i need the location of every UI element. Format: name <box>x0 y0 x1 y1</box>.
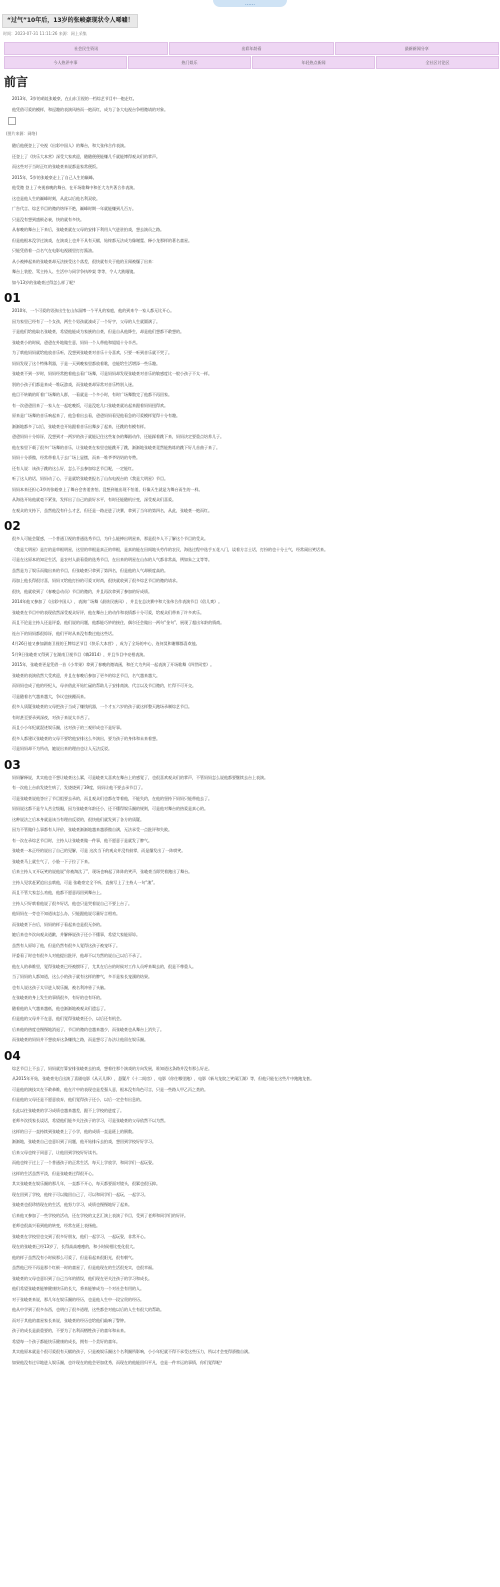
paragraph: 也有人说这孩子太早进入娱乐圈，被名利冲昏了头脑。 <box>12 984 108 990</box>
paragraph: 张峻豪不到一岁时，妈妈经常抱着他去看广场舞，可是妈妈却发现张峻豪对音乐的敏感度比一般小孩子不太一样。 <box>12 371 212 376</box>
paragraph: 从小被捧起来的张峻豪却无法接受这个落差，很快就有关于他的丑闻被爆了出来： <box>12 258 156 264</box>
section-body <box>4 1066 496 1366</box>
paragraph: 妈妈十分骄傲，经常带着儿子去广场上显摆，而来一堆爷爷奶奶的夸赞。 <box>12 455 140 460</box>
paragraph: 张峻豪小的时候，爸爸在外地做生意，妈妈一个人带他和姐姐十分辛苦。 <box>12 339 140 345</box>
paragraph: 评委看了时也有很多人对他提出批评，他却不以为然的说自己以后不录了。 <box>12 953 144 958</box>
paragraph: 2014年他又参加了《出彩中国人》，表演广场舞《最炫民族风》，并且在总决赛中和大张伟合作表演节目《倍儿爽》。 <box>12 599 223 604</box>
paragraph: 连台下的妈妈都很惊讶，他们平时从来没有教过他这些话。 <box>12 630 116 636</box>
paragraph: 如今13岁的张峻豪过得怎么样了呢？ <box>12 279 78 285</box>
section-heading: 01 <box>4 291 21 305</box>
paragraph: 而对于其他的童星家长来说，张峻豪的经历也给他们敲响了警钟。 <box>12 1317 128 1323</box>
paragraph: 现在的张峻豪已经13岁了，长得高高瘦瘦的，和小时候相比变化很大。 <box>12 1244 138 1249</box>
paragraph: 有一次爸爸回来了一家人在一起吃晚饭，可是没吃几口张峻豪就站起来跟着妈妈扭得欢。 <box>12 402 168 408</box>
nav-link[interactable]: 年轻热点新闻 <box>252 56 375 69</box>
article-body <box>0 73 500 1365</box>
paragraph: 在观众的支持下，虽然他没有什么才艺，但还是一路走进了决赛，拿到了当年的第四名，从此，张峻豪一炮而红。 <box>12 507 212 513</box>
paragraph: 老师多次找家长谈话，希望他们能多关注孩子的学习，可是张峻豪的父母依然不以为然。 <box>12 1118 168 1123</box>
paragraph: 舞台上装腔、骂主持人、生活中与同学争执吵架 等等，令人大跌眼镜。 <box>12 269 138 274</box>
paragraph: 主持人只好哄着他说了很多好话，他也只是哭着说自己不要上台了。 <box>12 900 132 906</box>
article-meta: 时间：2023-07-31 11:11:26 来源：网上采集 <box>3 31 87 36</box>
paragraph: 只是没有想到盛极必衰，快的就有多快。 <box>12 216 84 222</box>
paragraph: 他受邀 登上了央视春晚的舞台，在开场歌舞中和任大为共著合作表演。 <box>12 185 138 190</box>
section-heading: 03 <box>4 757 21 772</box>
paragraph: 从2015年开始，张峻豪先后出演了喜剧电影《从天儿降》，悬疑片《十二间房》，电影《你往哪里跑》，电影《新乌龙院之笑闹江湖》等，但他只能在这些片中跑跑龙套。 <box>12 1076 315 1081</box>
paragraph: 主持人见状赶紧追出去哄他，可是 张峻豪完全不听，直接写上了主持人一句“滚”。 <box>12 879 158 885</box>
paragraph: 为了哄他妈妈就给他放音乐听，没想到张峻豪对音乐十分喜欢，只要一听到音乐就不哭了。 <box>12 350 172 355</box>
nav-link[interactable]: 热门娱乐 <box>128 56 251 69</box>
paragraph: 在张峻豪的身上发生的事情很多，有好的也有坏的。 <box>12 995 104 1000</box>
section-heading: 04 <box>4 1048 21 1063</box>
paragraph: 《我是大明星》是打的是草根明星，这里的草根是真正的草根，是真的能在田间地头劳作的农民，海选过程中选手五花八门，谈着方言土话，打扮的也十分土气，经常闹出笑话来。 <box>12 546 328 552</box>
paragraph: 后来父母也终于同意了，让他回到学校好好读书。 <box>12 1149 100 1155</box>
paragraph: 他们希望张峻豪能够健康快乐的长大，将来能够成为一个对社会有用的人。 <box>12 1286 144 1291</box>
paragraph: 这样的日子一直持续到张峻豪上了小学，他的成绩一直是班上的倒数。 <box>12 1128 136 1134</box>
section-0 <box>4 143 496 285</box>
paragraph: 这也是他人生的巅峰时刻，从此以后他名利双收。 <box>12 195 100 201</box>
paragraph: 很多人都建议张峻豪的父母不要给他安排这么多演出，要为孩子的身体和未来着想。 <box>12 735 160 741</box>
paragraph: 当了妈妈的人都知道，这么小的孩子就有这样的脾气，多半是家长宠溺的结果。 <box>12 974 152 979</box>
paragraph: 从春晚的舞台上下来后，张峻豪就在父母的安排下利用人气进驻拍戏，想去演员之路。 <box>12 227 164 232</box>
paragraph: 可是张峻豪说他答应了节目组要去录的，而且观众们也都在等着他，不能失约，在他的坚持下妈妈只能带他去了。 <box>12 795 212 801</box>
site-logo[interactable] <box>213 0 287 7</box>
paragraph: 妈妈本来还担心3岁的张峻豪上了舞台会害羞害怕，没想到他出现不怕羞，好像天生就是为舞台而生的一样。 <box>12 486 203 492</box>
paragraph: 虽然他已经不再是那个红极一时的童星了，但是他现在的生活很充实，也很幸福。 <box>12 1265 156 1270</box>
section-body <box>4 308 496 513</box>
paragraph: 她后来也多次向观众道歉，并解释说孩子还小不懂事，希望大家能原谅。 <box>12 932 140 937</box>
section-heading: 02 <box>4 519 21 533</box>
paragraph: 虽然有人原谅了他，但是仍然有很多人觉得这孩子被宠坏了。 <box>12 942 120 948</box>
paragraph: 再加上他长得很讨喜，妈妈又给他打扮的可爱又时尚，很快就收到了很多综艺节目的邀约请求。 <box>12 578 180 583</box>
paragraph: 但是他的父母还是不愿意放弃，他们觉得孩子还小，以后一定会有出息的。 <box>12 1097 144 1102</box>
broken-image-icon <box>8 117 16 125</box>
paragraph: 如果他没有过早地进入娱乐圈，也许现在的他会更加优秀，而现在的他能回归平凡，也是一件幸运的事情，你们觉得呢？ <box>12 1359 224 1365</box>
paragraph: 很多人质疑张峻豪的父母把孩子当成了赚钱机器，一个才五六岁的孩子就这样整天跑场录制综艺节目。 <box>12 704 192 709</box>
paragraph: 他在人的恭维里，觉得张峻豪已经被惯坏了，尤其在后台的时候对工作人员呼来喝去的，很是不尊重人。 <box>12 963 196 969</box>
paragraph: 而妈妈也成了他的经纪人，母亲借此开始忙碌的帮助儿子安排商演、代言以及节目邀约，忙得不可开交。 <box>12 683 196 688</box>
paragraph: 希望每一个孩子都能快乐健康的成长，拥有一个美好的童年。 <box>12 1338 120 1344</box>
nav-link[interactable]: 最新新闻分享 <box>335 42 499 55</box>
paragraph: 这种说法之后本身就是该当有理由反驳的，很快他们就发到了各方的质疑。 <box>12 816 144 822</box>
paragraph: 妈妈解释说，其实他也不想让峻豪这么累，可是峻豪太喜欢在舞台上的感觉了，也很喜欢观众们的掌声，不管妈妈怎么说他都要继续去台上表演。 <box>12 774 268 780</box>
paragraph: 别的小孩子们都是来成一堆玩游戏，而张峻豪却异常对音乐特别入迷。 <box>12 381 136 387</box>
site-logo-text: …… <box>245 0 255 7</box>
paragraph: 2013年，3岁的萌娃张峻豪，在山东卫视的一档综艺节目中一炮走红。 <box>12 96 137 101</box>
paragraph: 他从中学到了很多东西，也明白了很多道理，这些都会对他以后的人生有很大的帮助。 <box>12 1307 164 1312</box>
paragraph: 这样的生活虽然平淡，但是张峻豪过得很开心。 <box>12 1170 96 1176</box>
article-title: 前言 <box>4 75 29 89</box>
nav-link[interactable]: 社会民生资讯 <box>4 42 168 55</box>
paragraph: 很多人可能会疑惑，一个普通卫视的普通选秀节目，为什么能捧出明星来，那是很多人不了解这个节目的受众。 <box>12 536 208 541</box>
paragraph: 原来是广场舞的音乐响起来了，他急着出去看，爸爸妈妈看见他看急的可爱模样觉得十分有趣。 <box>12 413 180 418</box>
paragraph: 但是他根本没学过演戏，在演戏上也并不具有天赋，始终都无法成为像谢霆、释小龙那样的著名童星。 <box>12 237 192 243</box>
paragraph: 张峻豪也很珍惜现在的生活，他努力学习，成绩也慢慢地好了起来。 <box>12 1202 132 1207</box>
paragraph: 长此以往张峻豪的学习成绩也越来越差，跟不上学校的进度了。 <box>12 1107 124 1113</box>
image-source-note: (图片来源：网络) <box>6 131 38 136</box>
paragraph: 后来他的热度也慢慢地消退了，节目的邀约也越来越少，而张峻豪也从舞台上消失了。 <box>12 1026 164 1032</box>
paragraph: 很快，他就收到了《春晚总动员》节目的邀约，并且再次拿到了参加的好成绩。 <box>12 588 152 594</box>
paragraph: 随后他便登上了央视《出彩中国人》的舞台，和大张伟合作表演。 <box>12 143 128 148</box>
paragraph: 他目不转睛的盯着广场舞的人群，一看就是一个多小时，有时广场舞散完了他都不再回家。 <box>12 392 172 397</box>
paragraph: 而且小小年纪就混迹娱乐圈，这对孩子的三观形成也不是好事。 <box>12 725 124 730</box>
paragraph: 而张峻豪下台后，妈妈的样子看起来也是很无奈的。 <box>12 921 104 927</box>
paragraph: 而张峻豪的妈妈并不想放弃这条赚钱之路，而是想尽了办法让他留在娱乐圈。 <box>12 1037 148 1042</box>
paragraph: 2010年，一个可爱的男孩出生在山东淄博一个平凡的家庭，他的到来令一家人都无比开心。 <box>12 308 175 313</box>
paragraph: 随着他的人气越来越低，他也渐渐地被观众们遗忘了。 <box>12 1005 108 1011</box>
paragraph: 还有人说：该孩子跳的这么好，怎么不去参加综艺节目呢，一定能红。 <box>12 465 136 471</box>
section-body <box>4 536 496 752</box>
paragraph: 只能凭借着一点名气在电影电视剧里打打酱油。 <box>12 248 96 253</box>
paragraph: 张峻豪一本正经的说出了自己的见解，可是 这次当下的观众并没有鼓掌，而是爆发出了一阵哄笑。 <box>12 848 186 853</box>
page-title: “过气”10年后，13岁的张峻豪现状令人唏嘘！ <box>2 14 138 28</box>
paragraph: 可是妈妈却不为所动，她说出来的理由也让人无法反驳。 <box>12 746 112 751</box>
paragraph: 于是他们给他取名张峻豪，希望他能成为家族的自豪，但是自从他降生，却是他们想都不敢想的。 <box>12 329 184 334</box>
nav-link[interactable]: 今人热评中事 <box>4 56 127 69</box>
nav-row-2 <box>4 56 500 69</box>
paragraph: 他妈妈在一旁也不知道该怎么办，只能跟他说尽量好言相劝。 <box>12 911 120 916</box>
paragraph: 张峻豪在学校里也交到了很多好朋友，他们一起学习，一起玩耍，非常开心。 <box>12 1233 148 1239</box>
paragraph: 而且不管大家怎么劝他，他都不愿意再回到舞台上。 <box>12 890 104 895</box>
paragraph: 广告代言、综艺节目的邀约络绎不绝，巅峰时期一年就能赚到几百万。 <box>12 206 136 211</box>
paragraph: 可是在这原本的知足生活，是农村人最看重的选秀节目，在出来的明星在山东的人气都非常高，例如朱之文等等。 <box>12 557 212 562</box>
paragraph: 4月26日他又参加湖南卫视的王牌综艺节目《快乐大本营》，成为了全场的中心，连何炅和谢娜都喜欢他。 <box>12 641 200 646</box>
paragraph: 因为不管做什么事都有人评价，张峻豪渐渐地越来越骄傲自满，无法承受一点批评和失败。 <box>12 827 172 832</box>
intro-section <box>4 96 496 112</box>
paragraph: 老师也很高兴看到他的转变，经常在班上表扬他。 <box>12 1223 100 1228</box>
nav-row-1 <box>4 42 500 55</box>
paragraph: 张峻豪的父母也意识到了自己当年的错误，他们现在更关注孩子的学习和成长。 <box>12 1275 152 1281</box>
paragraph: 而他也终于过上了一个普通孩子的正常生活，每天上学放学，和同学们一起玩耍。 <box>12 1160 156 1165</box>
paragraph: 现在回到了学校，他终于可以做回自己了，可以和同学们一起玩，一起学习。 <box>12 1191 148 1197</box>
paragraph: 他凭借可爱的模样，和逗趣的表演风格而一炮而红，成为了各大电视台争相邀请的对象。 <box>12 106 168 112</box>
nav-link[interactable]: 全社区讨论区 <box>376 56 499 69</box>
paragraph: 孩子的成长是最重要的，不要为了名利而牺牲孩子的童年和未来。 <box>12 1328 128 1333</box>
nav-link[interactable]: 出彩年龄看 <box>169 42 333 55</box>
paragraph: 2015年，张峻豪更是凭借一首《小苹果》拿到了春晚的邀请函，和任大为共同一起表演了开场歌舞《四世同堂》。 <box>12 662 215 667</box>
paragraph: 张峻豪在节目中的表现依然深受观众好评，他在舞台上的动作和表情都十分可爱，给观众们带来了许多欢乐。 <box>12 609 204 615</box>
paragraph: 渐渐地都多了以后，张峻豪也开始跟着音乐出舞步了起来，还跳的有模有样。 <box>12 423 148 429</box>
paragraph: 张峻豪的表演依然大受欢迎，并且在春晚后参加了更多的综艺节目，名气越来越大。 <box>12 672 160 678</box>
paragraph: 张峻豪马上就生气了，小脸一下子拉了下来。 <box>12 858 92 864</box>
paragraph: 从海选开始他就毫不紧张，发挥出了自己的最好水平，有时还能随机应变，深受观众们喜爱。 <box>12 497 176 502</box>
paragraph: 5月9日张峻豪又得到了在湖南卫视节目《嗨2014》，并且节目中亮相表演。 <box>12 651 148 657</box>
paragraph: 爸爸妈妈十分惊讶，没想到才一两岁的孩子就能记住这些复杂的舞蹈动作，还能踩着跳下来，妈妈决定要重点培养儿子。 <box>12 434 224 439</box>
paragraph: 他的样子虽然没有小时候那么可爱了，但是看起来很阳光，很有朝气。 <box>12 1254 136 1260</box>
paragraph: 其实他原本就是个很可爱很有天赋的孩子，只是被娱乐圈这个名利圈所影响，小小年纪就不得不承受这些压力，所以才会变得骄傲自满。 <box>12 1349 252 1354</box>
paragraph: 妈妈说这都不是令人苦全级眼，因为张峻豪年龄还小，还不懂得娱乐圈的规则，可是他对舞台的热爱是真心的。 <box>12 806 208 811</box>
paragraph: 虽然是为了娱乐而做出来的节目，但张峻豪只拿到了第四名，但是他的人气却极度高的。 <box>12 567 168 573</box>
paragraph: 因为家里已经有了一个女孩，两生个男孩就凑成了一个好字，父母的人生就圆满了。 <box>12 318 160 324</box>
paragraph: 可是随着名气越来越大，争议也接踵而来。 <box>12 693 88 699</box>
paragraph: 还登上了《快乐大本营》深受大家欢迎，随随便便能赚几千就能博得观众们的掌声。 <box>12 153 160 159</box>
paragraph: 后来他又参加了一些学校的活动，还在学校的文艺汇演上表演了节目，受到了老师和同学们的好评。 <box>12 1212 188 1218</box>
paragraph: 但是他的父母并不在意，他们觉得张峻豪还小，以后还有机会。 <box>12 1016 124 1021</box>
paragraph: 有时甚至要录到深夜，对孩子来说太辛苦了。 <box>12 714 92 720</box>
paragraph: 有一次他上台前发烧生病了，发烧烧到了39度，妈妈让他不要去录节目了。 <box>12 785 146 790</box>
paragraph: 他在家里下载了很多广场舞的音乐，让张峻豪在家里也能跳开了跳，渐渐地张峻豪竟然能熟练的跳下好几首曲子来了。 <box>12 444 220 450</box>
paragraph: 妈妈发现了这个特殊利器，于是一天到晚家里都放着歌，也能给生活增添一些乐趣。 <box>12 360 160 366</box>
paragraph: 2015年，5岁的张峻豪走上了自己人生的巅峰。 <box>12 174 97 180</box>
paragraph: 而这些对于当时正红的张峻豪来说都是家常便饭。 <box>12 164 100 169</box>
paragraph: 后来主持人又开玩笑的说他说“你被淘汰了”，现场也响起了阵阵的笑声，张峻豪当即哭着跑出了舞台。 <box>12 869 193 874</box>
paragraph: 可是他的演技实在不敢恭维，他在片中的表现也是差强人意，根本没有角色可言，只是一些路人甲乙丙之类的。 <box>12 1086 208 1092</box>
paragraph: 综艺节目上不去了，妈妈就打算安排张峻豪去拍戏，想着往那个演戏的方向发展，谁知道这条路并没有那么好走。 <box>12 1065 212 1071</box>
paragraph: 有一次在录综艺节目时，主持人让张峻豪做一件事，他不愿意于是就发了脾气。 <box>12 837 152 843</box>
paragraph: 渐渐地，张峻豪自己也意识到了问题，他开始排斥去拍戏，想回到学校好好学习。 <box>12 1139 156 1144</box>
paragraph: 听了这人的话，妈妈动了心，于是就给张峻豪报名了山东电视台的《我是大明星》节目。 <box>12 476 168 481</box>
top-bar <box>0 0 500 12</box>
paragraph: 其实张峻豪在娱乐圈的那几年，一直都不开心，每天都要面对镜头，很累也很压抑。 <box>12 1181 160 1186</box>
paragraph: 对于张峻豪来说，那几年在娱乐圈的经历，也是他人生中一段宝贵的经历。 <box>12 1296 144 1302</box>
paragraph: 而且不论是主持人还是评委，他们说的问题，他都能巧妙的接住，偶尔还会做出一两句“金句”，展现了超出年龄的情商。 <box>12 620 225 625</box>
sections <box>4 291 496 1365</box>
section-body <box>4 775 496 1043</box>
